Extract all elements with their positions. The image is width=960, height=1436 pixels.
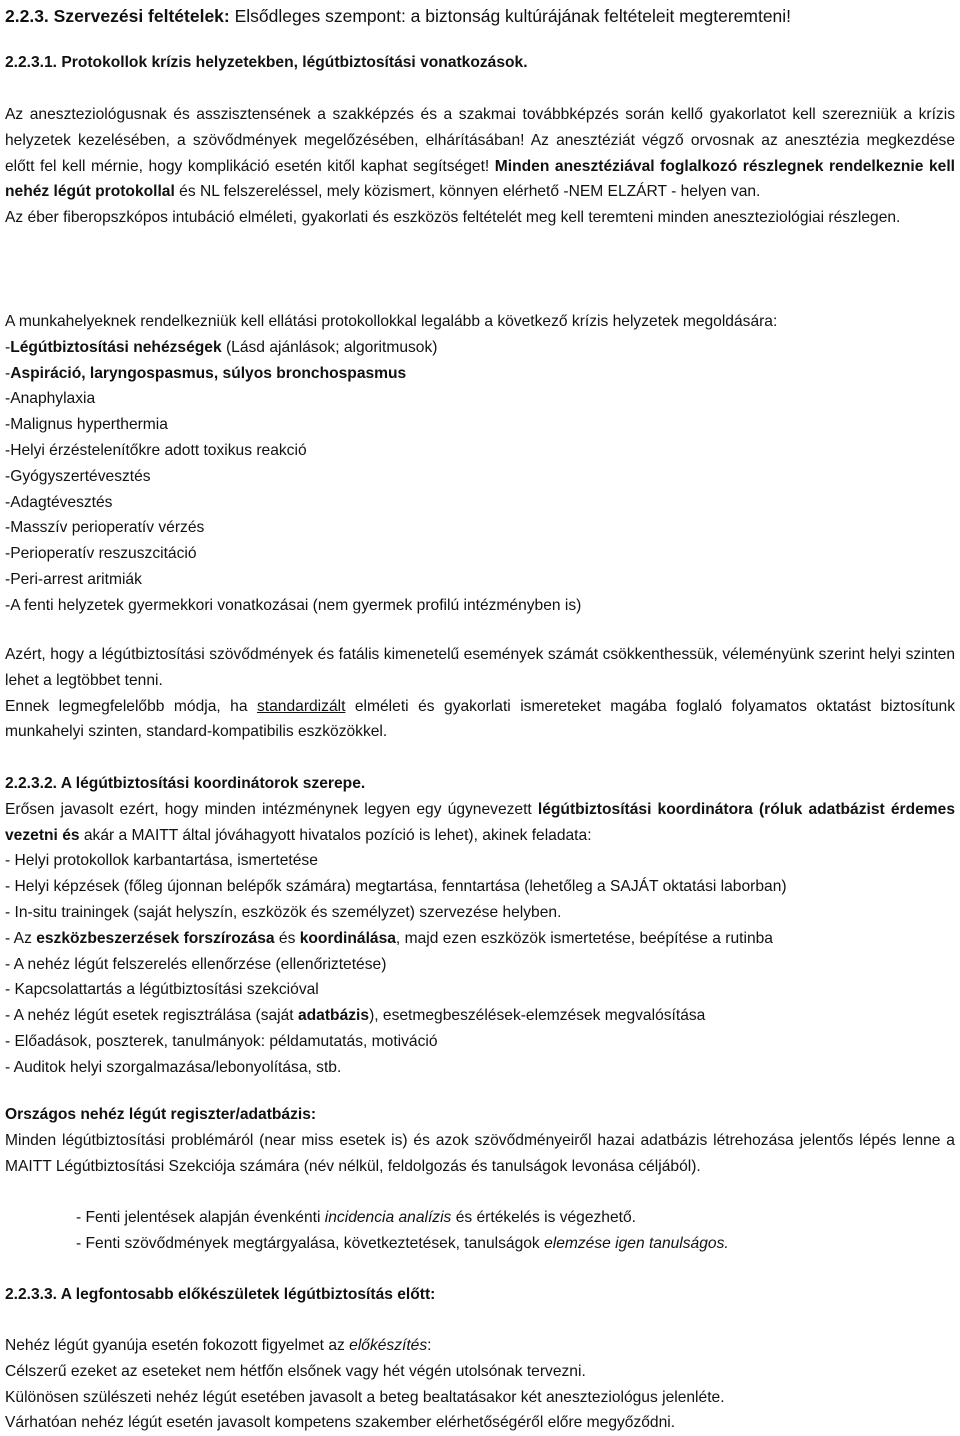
list-item: - In-situ trainingek (saját helyszín, eszközök és személyzet) szervezése helyben.	[5, 903, 562, 921]
list-item: - Auditok helyi szorgalmazása/lebonyolítása, stb.	[5, 1058, 342, 1076]
section-intro: Elsődleges szempont: a biztonság kultúrájának feltételeit megteremteni!	[229, 6, 792, 26]
list-item: - Előadások, poszterek, tanulmányok: példamutatás, motiváció	[5, 1032, 438, 1050]
list-item: -Perioperatív reszuszcitáció	[5, 545, 197, 563]
list-item: - A nehéz légút esetek regisztrálása (saját adatbázis), esetmegbeszélések-elemzések megvalósítása	[5, 1007, 706, 1025]
list-item: -Gyógyszertévesztés	[5, 467, 151, 485]
section-heading: Országos nehéz légút regiszter/adatbázis:	[5, 1106, 317, 1123]
list-item: -Adagtévesztés	[5, 493, 113, 511]
paragraph-training	[5, 102, 955, 231]
paragraph-local-level: Azért, hogy a légútbiztosítási szövődmények és fatális kimenetelű események számát csökkenthessük, véleményünk szerint helyi szinten lehet a legtöbbet tenni. Ennek legmegfelelőbb módja, ha standardizált elméleti és gyakorlati ismereteket magába foglaló folyamatos oktatást biztosítunk munkahelyi szinten, standard-kompatibilis eszközökkel.	[5, 646, 955, 741]
paragraph-text: Az aneszteziológusnak és asszisztensének a szakképzés és a szakmai továbbképzés során kellő gyakorlatot kell szerezniük a krízis helyzetek kezelésében, a szövődmények megelőzésében, elhárításában! Az anesztéziát végző orvosnak az anesztézia megkezdése előtt fel kell mérnie, hogy komplikáció esetén kitől kaphat segítséget!	[5, 106, 955, 175]
paragraph-line: Várhatóan nehéz légút esetén javasolt kompetens szakember elérhetőségéről előre megyőződni.	[5, 1414, 676, 1432]
list-item: -Anaphylaxia	[5, 390, 96, 408]
registry-section	[5, 1102, 955, 1179]
list-item: -Masszív perioperatív vérzés	[5, 519, 205, 537]
section-intro: Erősen javasolt ezért, hogy minden intézménynek legyen egy úgynevezett légútbiztosítási koordinátora (róluk adatbázist érdemes vezetni és akár a MAITT által jóváhagyott hivatalos pozíció is lehet), akinek feladata:	[5, 800, 955, 844]
paragraph-text: és NL felszereléssel, mely közismert, könnyen elérhető -NEM ELZÁRT - helyen van.	[174, 183, 761, 201]
crisis-protocol-list	[5, 309, 955, 619]
list-item: - Az eszközbeszerzések forszírozása és koordinálása, majd ezen eszközök ismertetése, beépítése a rutinba	[5, 929, 773, 947]
section-2-2-3-2	[5, 771, 955, 1081]
paragraph-text: Azért, hogy a légútbiztosítási szövődmények és fatális kimenetelű események számát csökkenthessük, véleményünk szerint helyi szinten lehet a legtöbbet tenni.	[5, 646, 955, 689]
list-item: -Aspiráció, laryngospasmus, súlyos bronchospasmus	[5, 364, 407, 382]
section-2-2-3-heading	[5, 4, 955, 30]
underlined-term: standardizált	[257, 697, 346, 715]
list-item: -Malignus hyperthermia	[5, 416, 168, 434]
section-2-2-3-3-body	[5, 1333, 955, 1436]
paragraph-line: Célszerű ezeket az eseteket nem hétfőn elsőnek vagy hét végén utolsónak tervezni.	[5, 1362, 586, 1380]
registry-bullets	[76, 1205, 956, 1257]
list-item: - Helyi protokollok karbantartása, ismertetése	[5, 852, 318, 870]
paragraph-line: Nehéz légút gyanúja esetén fokozott figyelmet az előkészítés:	[5, 1337, 432, 1354]
section-2-2-3-3-heading: 2.2.3.3. A legfontosabb előkészületek légútbiztosítás előtt:	[5, 1286, 436, 1303]
section-2-2-3-1-heading: 2.2.3.1. Protokollok krízis helyzetekben, légútbiztosítási vonatkozások.	[5, 54, 528, 71]
section-title: Szervezési feltételek:	[53, 6, 230, 26]
list-item: - Fenti jelentések alapján évenkénti incidencia analízis és értékelés is végezhető.	[76, 1209, 636, 1226]
list-item: -A fenti helyzetek gyermekkori vonatkozásai (nem gyermek profilú intézményben is)	[5, 596, 582, 614]
list-item: -Helyi érzéstelenítőkre adott toxikus reakció	[5, 441, 307, 459]
paragraph-text: Minden légútbiztosítási problémáról (near miss esetek is) és azok szövődményeiről hazai adatbázis létrehozása jelentős lépés lenne a MAITT Légútbiztosítási Szekciója számára (név nélkül, feldolgozás és tanulságok levonása céljából).	[5, 1131, 955, 1175]
list-item: -Légútbiztosítási nehézségek (Lásd ajánlások; algoritmusok)	[5, 338, 438, 356]
bold-statement: Minden anesztéziával foglalkozó részlegnek rendelkeznie kell nehéz légút protokollal	[5, 157, 955, 201]
list-item: - Helyi képzések (főleg újonnan belépők számára) megtartása, fenntartása (lehetőleg a SAJÁT oktatási laborban)	[5, 878, 787, 896]
paragraph-line: Különösen szülészeti nehéz légút esetében javasolt a beteg bealtatásakor két aneszteziológus jelenléte.	[5, 1388, 725, 1406]
section-number: 2.2.3.	[5, 6, 49, 26]
list-intro: A munkahelyeknek rendelkezniük kell ellátási protokollokkal legalább a következő krízis helyzetek megoldására:	[5, 313, 778, 330]
section-heading: 2.2.3.2. A légútbiztosítási koordinátorok szerepe.	[5, 775, 366, 792]
list-item: - Kapcsolattartás a légútbiztosítási szekcióval	[5, 981, 319, 999]
list-item: -Peri-arrest aritmiák	[5, 570, 142, 588]
list-item: - Fenti szövődmények megtárgyalása, következtetések, tanulságok elemzése igen tanulságos.	[76, 1234, 729, 1252]
list-item: - A nehéz légút felszerelés ellenőrzése (ellenőriztetése)	[5, 955, 387, 973]
paragraph-text: Az éber fiberopszkópos intubáció elméleti, gyakorlati és eszközös feltételét meg kell teremteni minden aneszteziológiai részlegen.	[5, 209, 901, 227]
